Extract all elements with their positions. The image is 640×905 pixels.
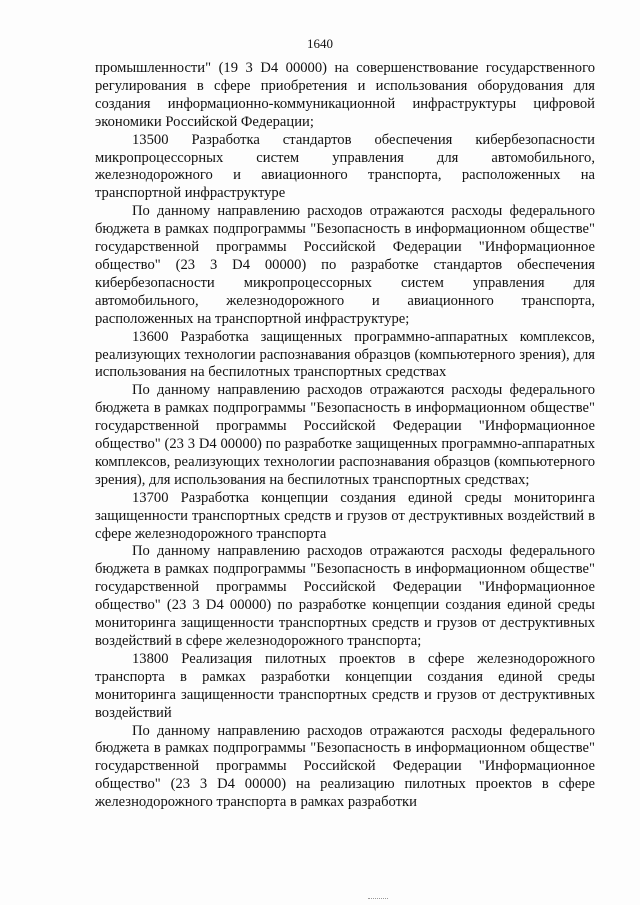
paragraph-continuation: промышленности" (19 3 D4 00000) на совершенствование государственного регулирования в сфере приобретения и использования оборудования для создания информационно-коммуникационной инфраструктуры цифровой экономики Российской Федерации; (95, 60, 595, 130)
paragraph-13600-description: По данному направлению расходов отражаются расходы федерального бюджета в рамках подпрограммы "Безопасность в информационном обществе" государственной программы Российской Федерации "Информационное общество" (23 3 D4 00000) по разработке защищенных программно-аппаратных комплексов, реализующих технологии распознавания образцов (компьютерного зрения), для использования на беспилотных транспортных средствах; (95, 382, 595, 488)
paragraph-13500-description: По данному направлению расходов отражаются расходы федерального бюджета в рамках подпрограммы "Безопасность в информационном обществе" государственной программы Российской Федерации "Информационное общество" (23 3 D4 00000) по разработке стандартов обеспечения кибербезопасности микропроцессорных систем управления для автомобильного, железнодорожного и авиационного транспорта, расположенных на транспортной инфраструктуре; (95, 203, 595, 327)
scan-edge-mark (368, 898, 388, 902)
heading-13800: 13800 Реализация пилотных проектов в сфере железнодорожного транспорта в рамках разработки концепции создания единой среды мониторинга защищенности транспортных средств и грузов от деструктивных воздействий (95, 650, 595, 721)
paragraph-13700-description: По данному направлению расходов отражаются расходы федерального бюджета в рамках подпрограммы "Безопасность в информационном обществе" государственной программы Российской Федерации "Информационное общество" (23 3 D4 00000) по разработке концепции создания единой среды мониторинга защищенности транспортных средств и грузов от деструктивных воздействий в сфере железнодорожного транспорта; (95, 543, 595, 649)
heading-13700: 13700 Разработка концепции создания единой среды мониторинга защищенности транспортных средств и грузов от деструктивных воздействий в сфере железнодорожного транспорта (95, 489, 595, 542)
document-body (95, 60, 595, 812)
heading-13600: 13600 Разработка защищенных программно-аппаратных комплексов, реализующих технологии распознавания образцов (компьютерного зрения), для использования на беспилотных транспортных средствах (95, 328, 595, 381)
heading-13500: 13500 Разработка стандартов обеспечения кибербезопасности микропроцессорных систем управления для автомобильного, железнодорожного и авиационного транспорта, расположенных на транспортной инфраструктуре (95, 131, 595, 202)
paragraph-13800-description: По данному направлению расходов отражаются расходы федерального бюджета в рамках подпрограммы "Безопасность в информационном обществе" государственной программы Российской Федерации "Информационное общество" (23 3 D4 00000) на реализацию пилотных проектов в сфере железнодорожного транспорта в рамках разработки (95, 722, 595, 811)
page-number: 1640 (307, 36, 333, 51)
